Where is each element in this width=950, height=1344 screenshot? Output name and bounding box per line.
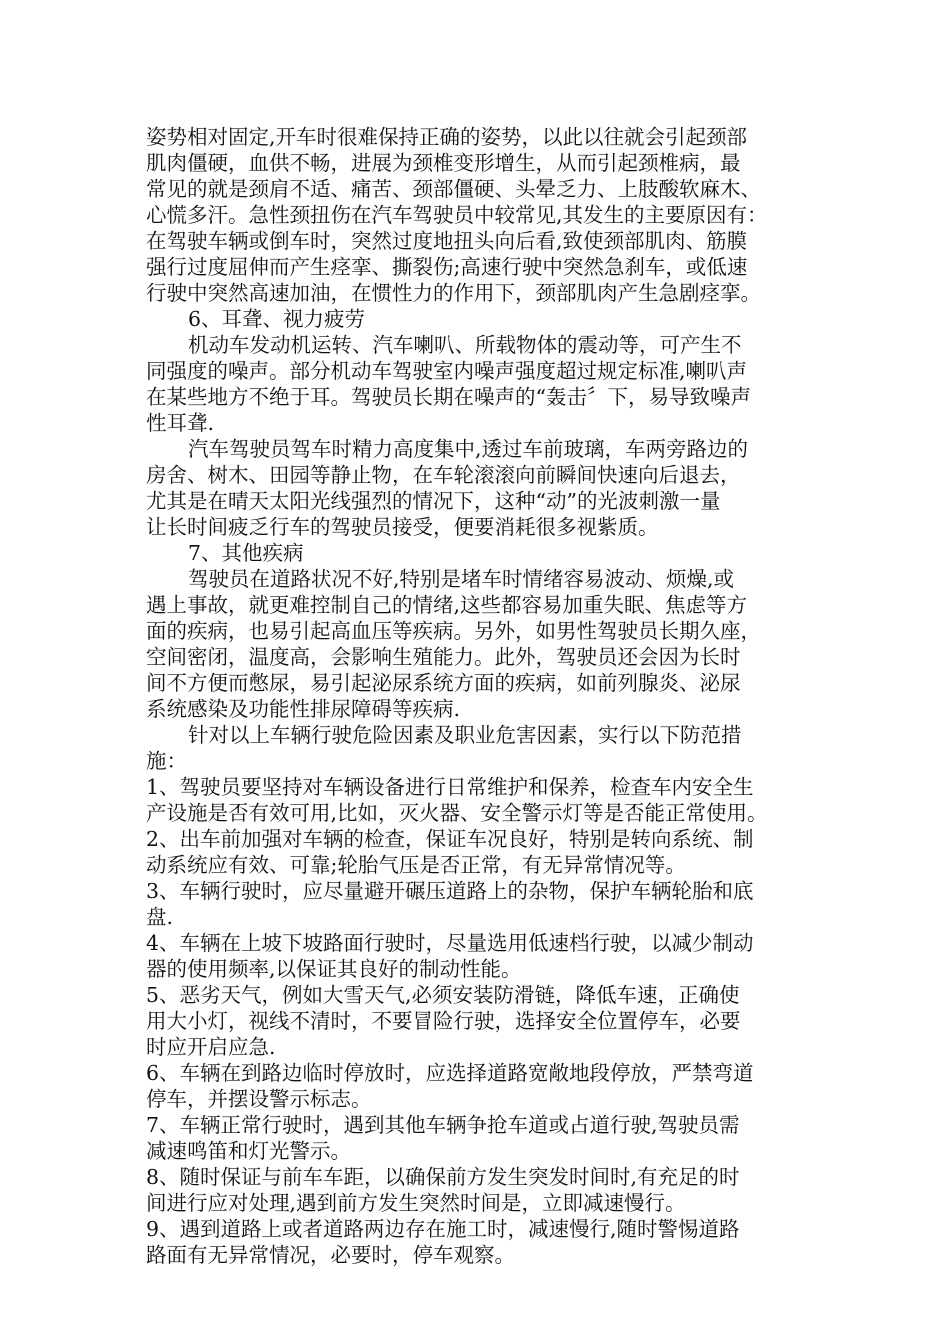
text-line: 间不方便而憋尿，易引起泌尿系统方面的疾病，如前列腺炎、泌尿 <box>146 671 741 695</box>
document-body <box>146 124 816 1268</box>
text-line: 2、出车前加强对车辆的检查，保证车况良好，特别是转向系统、制 <box>146 827 754 851</box>
text-line: 在驾驶车辆或倒车时，突然过度地扭头向后看,致使颈部肌肉、筋膜 <box>146 229 748 253</box>
text-line: 9、遇到道路上或者道路两边存在施工时，减速慢行,随时警惕道路 <box>146 1217 740 1241</box>
text-line: 空间密闭，温度高，会影响生殖能力。此外，驾驶员还会因为长时 <box>146 645 741 669</box>
text-line: 6、耳聋、视力疲劳 <box>188 307 366 331</box>
text-line: 5、恶劣天气，例如大雪天气,必须安装防滑链，降低车速，正确使 <box>146 983 740 1007</box>
text-line: 1、驾驶员要坚持对车辆设备进行日常维护和保养，检查车内安全生 <box>146 775 754 799</box>
text-line: 遇上事故，就更难控制自己的情绪,这些都容易加重失眠、焦虑等方 <box>146 593 748 617</box>
text-line: 在某些地方不绝于耳。驾驶员长期在噪声的“轰击〞下，易导致噪声 <box>146 385 751 409</box>
text-line: 7、其他疾病 <box>188 541 304 565</box>
text-line: 常见的就是颈肩不适、痛苦、颈部僵硬、头晕乏力、上肢酸软麻木、 <box>146 177 761 201</box>
text-line: 间进行应对处理,遇到前方发生突然时间是，立即减速慢行。 <box>146 1191 686 1215</box>
text-line: 动系统应有效、可靠;轮胎气压是否正常，有无异常情况等。 <box>146 853 686 877</box>
text-line: 性耳聋. <box>146 411 215 435</box>
text-line: 盘. <box>146 905 174 929</box>
text-line: 强行过度屈伸而产生痉挛、撕裂伤;高速行驶中突然急刹车，或低速 <box>146 255 748 279</box>
text-line: 停车，并摆设警示标志。 <box>146 1087 372 1111</box>
text-line: 路面有无异常情况，必要时，停车观察。 <box>146 1243 515 1267</box>
text-line: 4、车辆在上坡下坡路面行驶时，尽量选用低速档行驶，以减少制动 <box>146 931 754 955</box>
text-line: 面的疾病，也易引起高血压等疾病。另外，如男性驾驶员长期久座， <box>146 619 761 643</box>
text-line: 驾驶员在道路状况不好,特别是堵车时情绪容易波动、烦燥,或 <box>188 567 735 591</box>
text-line: 房舍、树木、田园等静止物，在车轮滚滚向前瞬间快速向后退去， <box>146 463 741 487</box>
text-line: 让长时间疲乏行车的驾驶员接受，便要消耗很多视紫质。 <box>146 515 659 539</box>
text-line: 汽车驾驶员驾车时精力高度集中,透过车前玻璃，车两旁路边的 <box>188 437 749 461</box>
text-line: 施： <box>146 749 187 773</box>
text-line: 机动车发动机运转、汽车喇叭、所载物体的震动等，可产生不 <box>188 333 742 357</box>
text-line: 8、随时保证与前车车距，以确保前方发生突发时间时,有充足的时 <box>146 1165 740 1189</box>
text-line: 同强度的噪声。部分机动车驾驶室内噪声强度超过规定标准,喇叭声 <box>146 359 748 383</box>
text-line: 减速鸣笛和灯光警示。 <box>146 1139 351 1163</box>
text-line: 时应开启应急. <box>146 1035 276 1059</box>
text-line: 7、车辆正常行驶时，遇到其他车辆争抢车道或占道行驶,驾驶员需 <box>146 1113 740 1137</box>
text-line: 系统感染及功能性排尿障碍等疾病. <box>146 697 461 721</box>
text-line: 心慌多汗。急性颈扭伤在汽车驾驶员中较常见,其发生的主要原因有： <box>146 203 768 227</box>
text-line: 姿势相对固定,开车时很难保持正确的姿势，以此以往就会引起颈部 <box>146 125 748 149</box>
text-line: 针对以上车辆行驶危险因素及职业危害因素，实行以下防范措 <box>188 723 742 747</box>
text-line: 行驶中突然高速加油，在惯性力的作用下，颈部肌肉产生急剧痉挛。 <box>146 281 761 305</box>
text-line: 肌肉僵硬，血供不畅，进展为颈椎变形增生，从而引起颈椎病，最 <box>146 151 741 175</box>
text-line: 尤其是在晴天太阳光线强烈的情况下，这种“动”的光波刺激一量 <box>146 489 721 513</box>
text-line: 器的使用频率,以保证其良好的制动性能。 <box>146 957 522 981</box>
text-line: 产设施是否有效可用,比如，灭火器、安全警示灯等是否能正常使用。 <box>146 801 768 825</box>
text-line: 3、车辆行驶时，应尽量避开碾压道路上的杂物，保护车辆轮胎和底 <box>146 879 754 903</box>
text-line: 用大小灯，视线不清时，不要冒险行驶，选择安全位置停车，必要 <box>146 1009 741 1033</box>
text-line: 6、车辆在到路边临时停放时，应选择道路宽敞地段停放，严禁弯道 <box>146 1061 754 1085</box>
